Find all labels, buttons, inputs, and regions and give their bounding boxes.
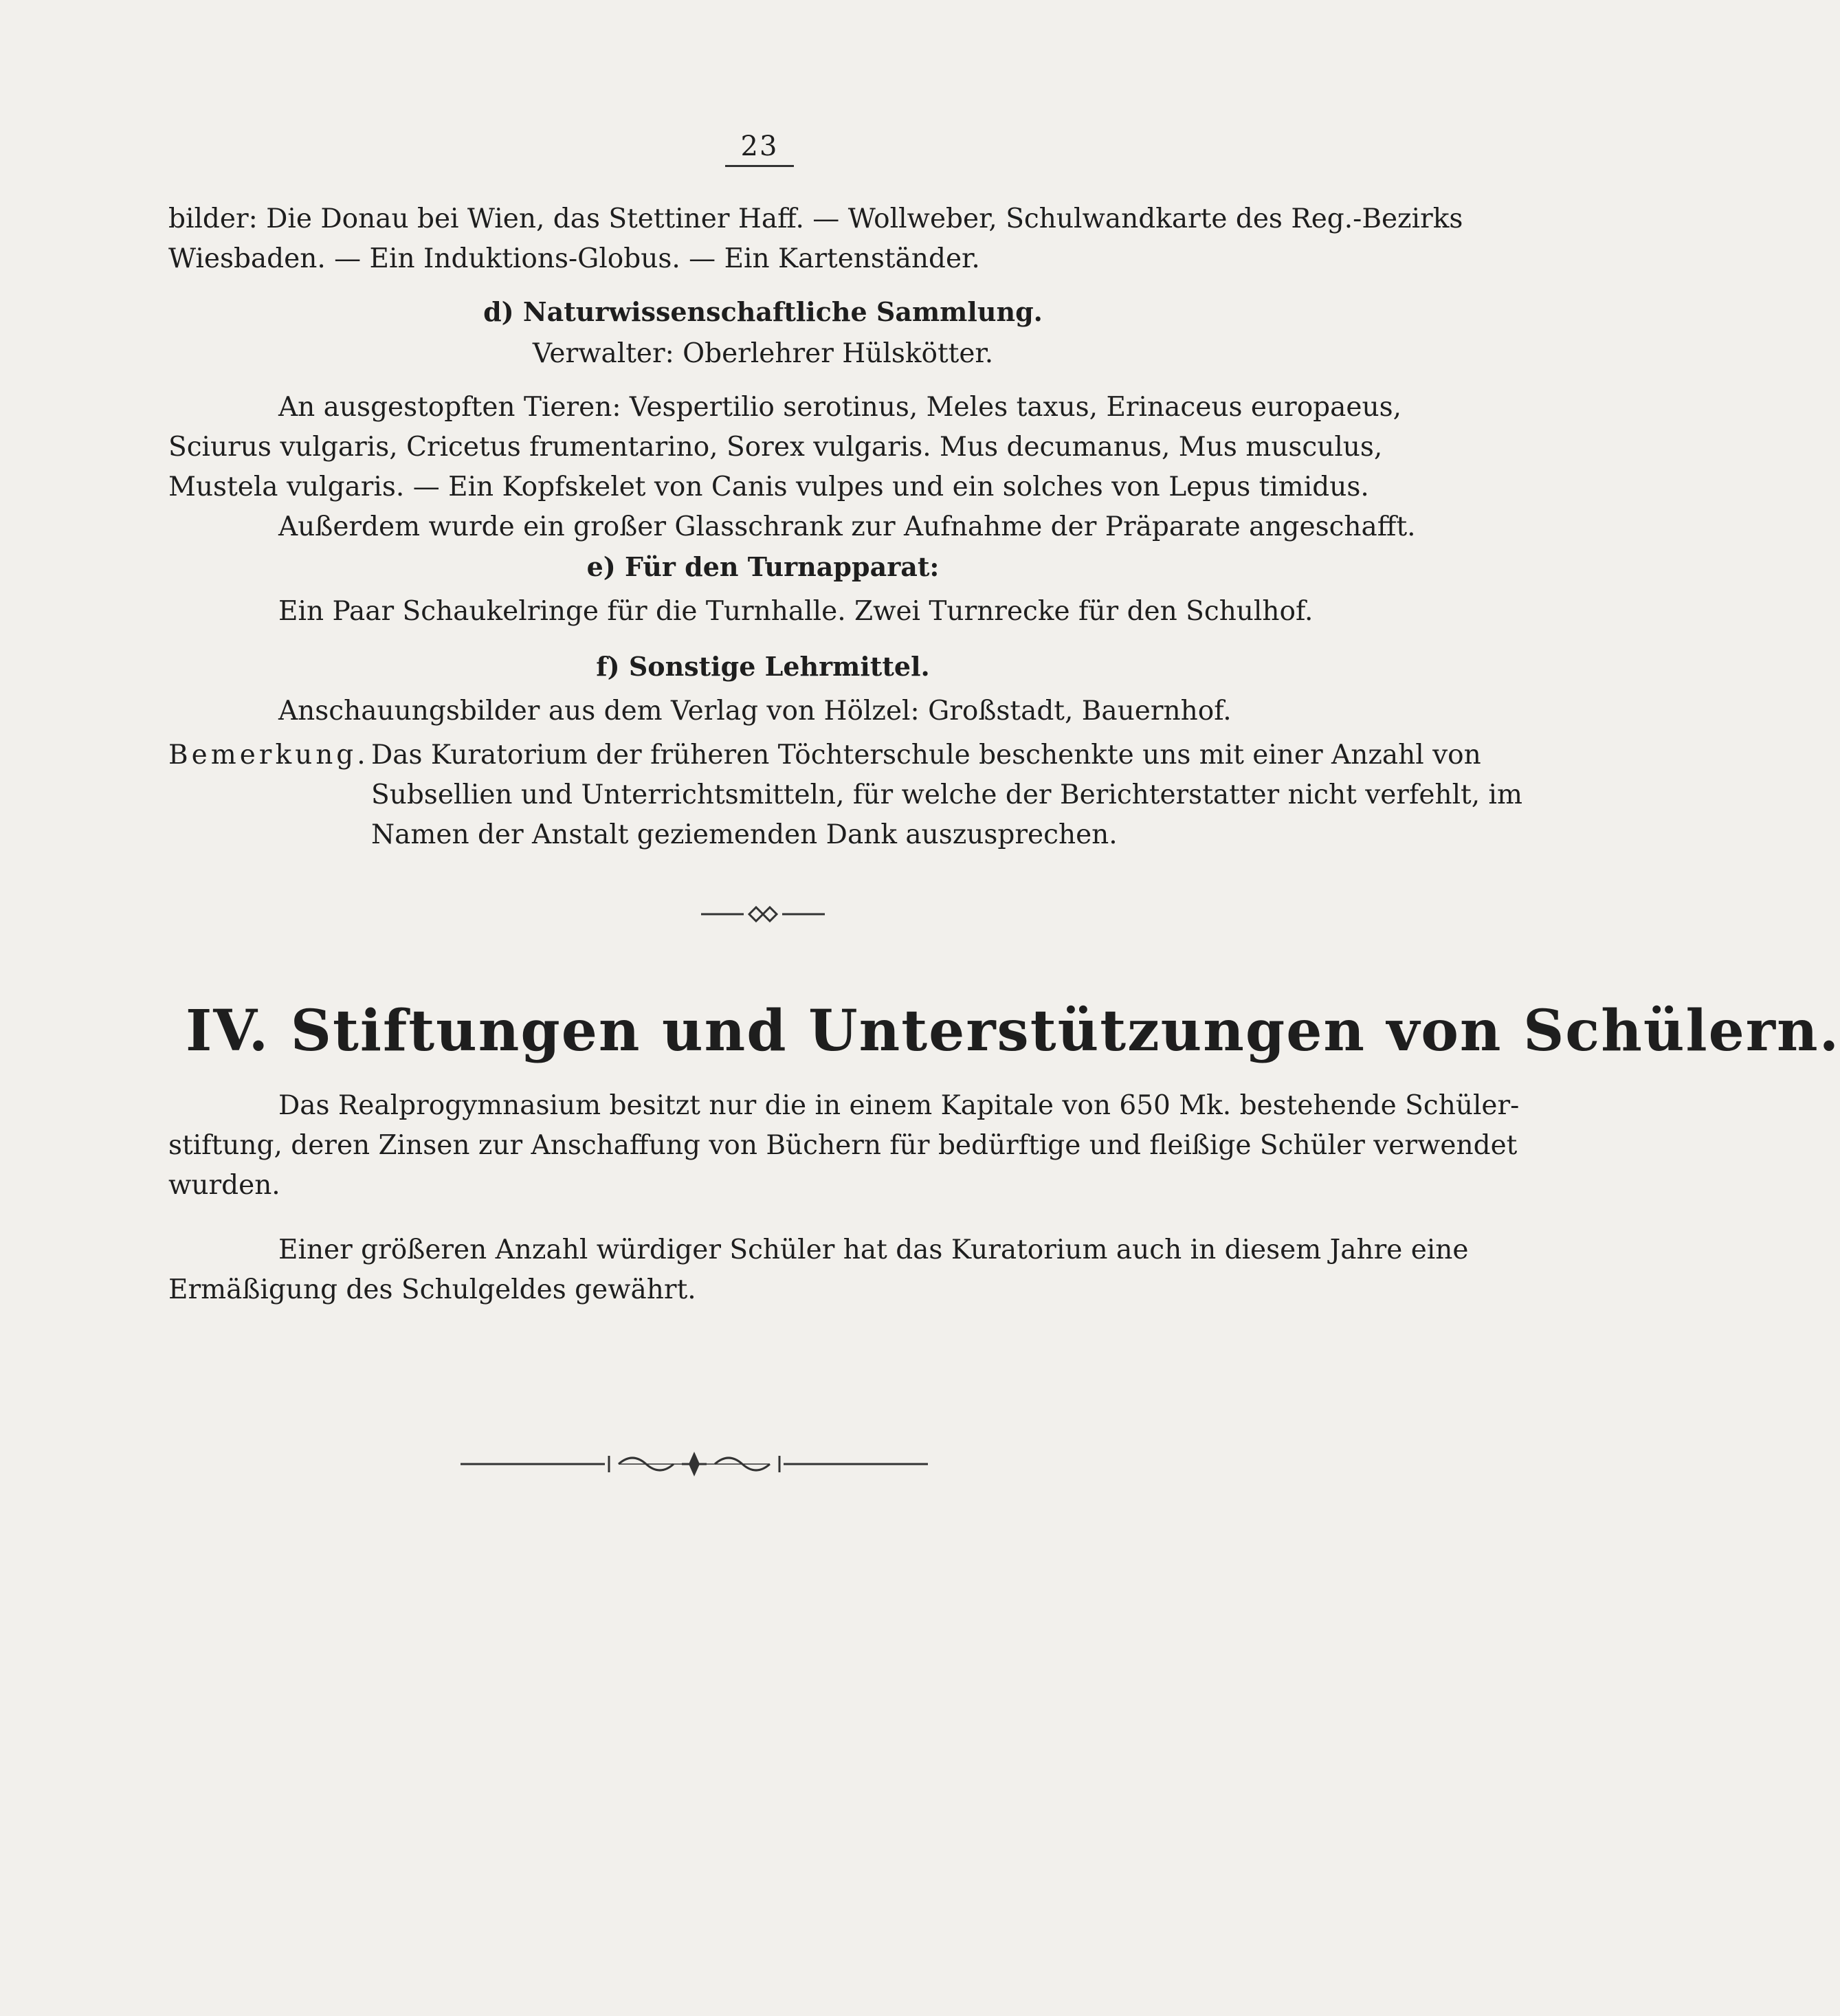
text-line: Das Kuratorium der früheren Töchterschule beschenkte uns mit einer Anzahl von xyxy=(371,740,1481,771)
text-line: Namen der Anstalt geziemenden Dank auszusprechen. xyxy=(371,819,1118,850)
section-d-heading: d) Naturwissenschaftliche Sammlung. xyxy=(483,296,1043,327)
page-number: 23 xyxy=(740,131,779,162)
section-e-heading: e) Für den Turnapparat: xyxy=(586,551,940,582)
page-number-underline xyxy=(725,165,794,167)
text-line: Sciurus vulgaris, Cricetus frumentarino, Sorex vulgaris. Mus decumanus, Mus musculus, xyxy=(168,432,1383,463)
text-line: Einer größeren Anzahl würdiger Schüler hat das Kuratorium auch in diesem Jahre eine xyxy=(278,1234,1469,1265)
text-line: Wiesbaden. — Ein Induktions-Globus. — Ein Kartenständer. xyxy=(168,243,980,274)
large-ornament xyxy=(461,1443,928,1485)
text-line: wurden. xyxy=(168,1170,280,1201)
text-line: Außerdem wurde ein großer Glasschrank zur Aufnahme der Präparate angeschafft. xyxy=(278,511,1416,542)
text-line: stiftung, deren Zinsen zur Anschaffung von Büchern für bedürftige und fleißige Schüler verwendet xyxy=(168,1130,1518,1161)
text-line: bilder: Die Donau bei Wien, das Stettiner Haff. — Wollweber, Schulwandkarte des Reg.-Bezirks xyxy=(168,203,1463,234)
small-ornament xyxy=(701,900,825,928)
section-d xyxy=(168,291,1416,547)
text-line: Subsellien und Unterrichtsmitteln, für welche der Berichterstatter nicht verfehlt, im xyxy=(371,779,1522,810)
section-iv-title: IV. Stiftungen und Unterstützungen von Schülern. xyxy=(186,998,1840,1064)
text-line: An ausgestopften Tieren: Vespertilio serotinus, Meles taxus, Erinaceus europaeus, xyxy=(278,392,1402,423)
text-line: Das Realprogymnasium besitzt nur die in einem Kapitale von 650 Mk. bestehende Schüler- xyxy=(278,1090,1520,1121)
remark-label: Bemerkung. xyxy=(168,740,369,771)
section-f xyxy=(168,646,1357,731)
top-paragraph xyxy=(168,199,1463,279)
section-iv-body xyxy=(168,1086,1520,1310)
text-line: Anschauungsbilder aus dem Verlag von Hölzel: Großstadt, Bauernhof. xyxy=(278,696,1232,727)
text-line: Ermäßigung des Schulgeldes gewährt. xyxy=(168,1274,696,1305)
text-line: Mustela vulgaris. — Ein Kopfskelet von Canis vulpes und ein solches von Lepus timidus. xyxy=(168,472,1369,502)
text-line: Ein Paar Schaukelringe für die Turnhalle. Zwei Turnrecke für den Schulhof. xyxy=(278,596,1314,627)
remark xyxy=(168,735,1522,855)
section-e xyxy=(168,546,1357,632)
section-d-administrator: Verwalter: Oberlehrer Hülskötter. xyxy=(532,338,994,369)
section-f-heading: f) Sonstige Lehrmittel. xyxy=(596,651,930,682)
